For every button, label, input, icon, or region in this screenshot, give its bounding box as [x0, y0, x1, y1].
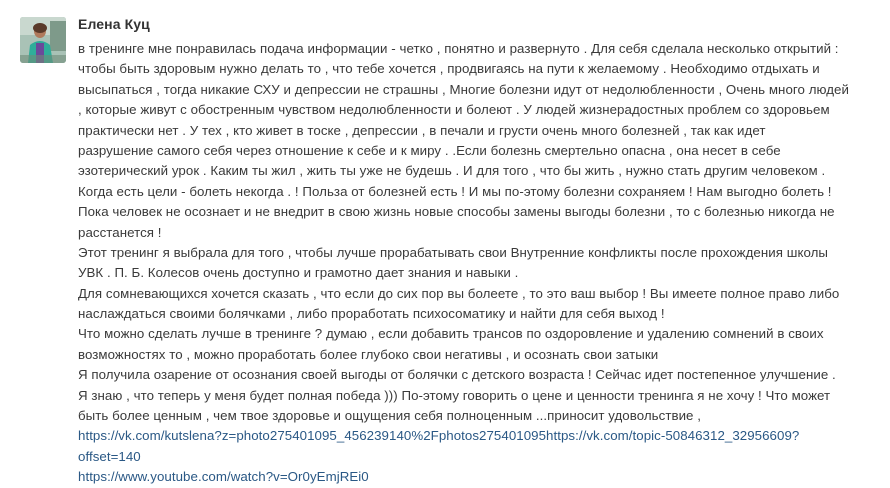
- text-line: Когда есть цели - болеть некогда . ! Польза от болезней есть ! И мы по-этому болезни сохраняем ! Нам выгодно болеть !: [78, 183, 832, 199]
- vk-photo-link-continued[interactable]: offset=140: [78, 448, 141, 464]
- avatar[interactable]: [20, 17, 66, 63]
- text-line: высыпаться , тогда никакие СХУ и депрессии не страшны , Многие болезни идут от недолюбленности , Очень много людей: [78, 81, 849, 97]
- text-line: возможностях то , можно проработать более глубоко свои негативы , и осознать свои затыки: [78, 346, 659, 362]
- text-line: Я знаю , что теперь у меня будет полная победа ))) По-этому говорить о цене и ценности тренинга я не хочу ! Что может: [78, 387, 831, 403]
- text-line: наслаждаться своими болячками , либо проработать психосоматику и найти для себя выход !: [78, 306, 665, 322]
- text-line: расстанется !: [78, 224, 162, 240]
- comment-text: [78, 39, 878, 488]
- text-line: , которые живут с обостренным чувством недолюбленности и болеют . У людей жизнерадостных проблем со здоровьем: [78, 102, 830, 118]
- text-line: Пока человек не осознает и не внедрит в свою жизнь новые способы замены выгоды болезни , то с болезнью никогда не: [78, 204, 835, 220]
- text-line: в тренинге мне понравилась подача информации - четко , понятно и развернуто . Для себя сделала несколько открытий :: [78, 41, 839, 56]
- user-photo-icon: [20, 17, 66, 63]
- text-line: Что можно сделать лучше в тренинге ? думаю , если добавить трансов по оздоровление и удалению сомнений в своих: [78, 326, 824, 342]
- text-line: УВК . П. Б. Колесов очень доступно и грамотно дает знания и навыки .: [78, 265, 519, 281]
- text-line: быть более ценным , чем твое здоровье и ощущения себя полноценным ...приносит удовольствие ,: [78, 408, 701, 424]
- text-line: Этот тренинг я выбрала для того , чтобы лучше прорабатывать свои Внутренние конфликты после прохождения школы: [78, 244, 829, 260]
- text-line: разрушение самого себя через отношение к себе и к миру . .Если болезнь смертельно опасна , она несет в себе: [78, 142, 781, 158]
- text-line: практически нет . У тех , кто живет в тоске , депрессии , в печали и грусти очень много болезней , так как идет: [78, 122, 766, 138]
- text-line: чтобы быть здоровым нужно делать то , что тебе хочется , продвигаясь на пути к желаемому . Необходимо отдыхать и: [78, 61, 820, 77]
- author-name[interactable]: Елена Куц: [78, 16, 150, 32]
- text-line: эзотерический урок . Каким ты жил , жить ты уже не будешь . И для того , что бы жить , нужно стать другим человеком .: [78, 163, 826, 179]
- vk-photo-link[interactable]: https://vk.com/kutslena?z=photo275401095_456239140%2Fphotos275401095https://vk.com/topic-50846312_32956609?: [78, 428, 800, 444]
- text-line: Для сомневающихся хочется сказать , что если до сих пор вы болеете , то это ваш выбор ! Вы имеете полное право либо: [78, 285, 840, 301]
- text-line: Я получила озарение от осознания своей выгоды от болячки с детского возраста ! Сейчас идет постепенное улучшение .: [78, 367, 836, 383]
- youtube-link[interactable]: https://www.youtube.com/watch?v=Or0yEmjREi0: [78, 469, 369, 485]
